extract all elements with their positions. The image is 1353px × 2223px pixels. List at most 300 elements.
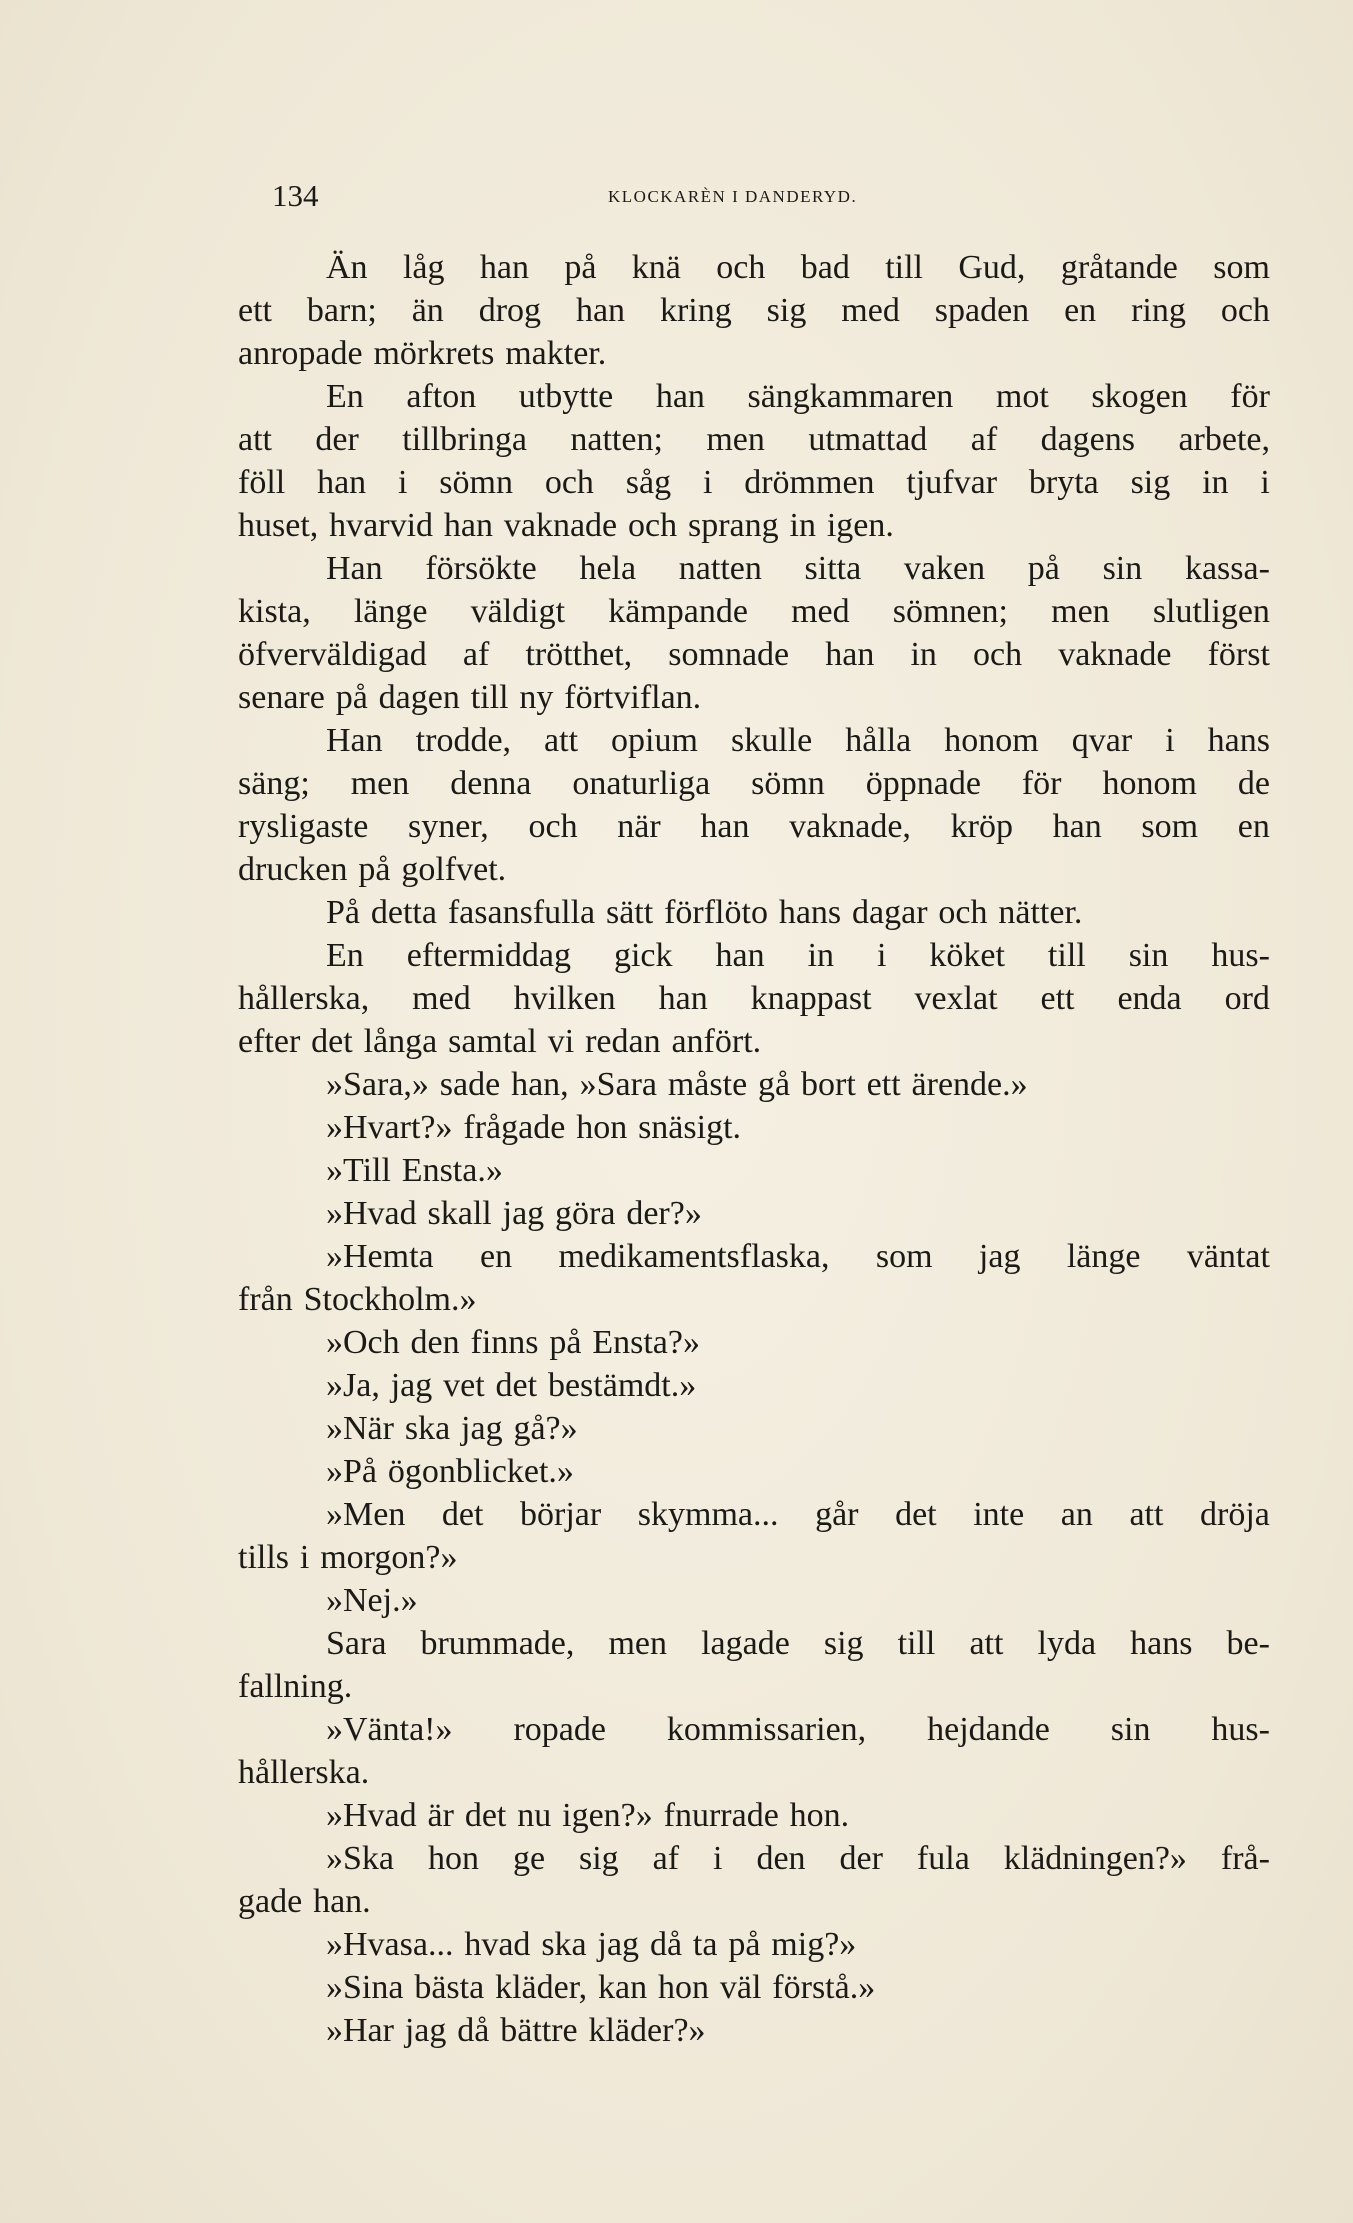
word: när [617, 808, 661, 845]
word: med [412, 980, 471, 1017]
word: natten; [570, 421, 663, 458]
word: gråtande [1060, 249, 1178, 286]
word: jag [978, 1238, 1021, 1275]
text-line [238, 547, 1270, 590]
word: såg [625, 464, 672, 501]
text-line [238, 1751, 1270, 1794]
word: att [238, 421, 272, 458]
word: som [1141, 808, 1199, 845]
word: hon [427, 1840, 479, 1877]
word: bestämdt.» [547, 1367, 697, 1404]
word: frågade [463, 1109, 566, 1146]
word: de [1237, 765, 1270, 802]
word: vet [443, 1367, 485, 1404]
word: inte [973, 1496, 1025, 1533]
word: ord [1224, 980, 1270, 1017]
word: och [544, 464, 594, 501]
word: hvad [464, 1926, 531, 1963]
word: jag [597, 1926, 640, 1963]
word: en [480, 1238, 513, 1275]
word: väldigt [470, 593, 566, 630]
word: Han [326, 550, 383, 587]
word: på [335, 679, 368, 716]
word: der [315, 421, 359, 458]
running-title: KLOCKARÈN I DANDERYD. [608, 187, 858, 206]
word: och [528, 808, 578, 845]
word: men [1051, 593, 1110, 630]
word: opium [611, 722, 698, 759]
text-line [238, 1665, 1270, 1708]
word: och [628, 507, 678, 544]
word: Han [326, 722, 383, 759]
word: skall [427, 1195, 492, 1232]
word: huset, [238, 507, 319, 544]
word: gick [613, 937, 673, 974]
word: bryta [1028, 464, 1099, 501]
word: länge [1066, 1238, 1141, 1275]
word: väl [719, 1969, 762, 2006]
word: ta [692, 1926, 718, 1963]
text-line [238, 1536, 1270, 1579]
word: för [1021, 765, 1062, 802]
word: kläder, [495, 1969, 588, 2006]
text-line [238, 719, 1270, 762]
word: att [1129, 1496, 1164, 1533]
word: bort [801, 1066, 856, 1103]
word: makter. [505, 335, 607, 372]
word: jag [502, 1195, 545, 1232]
word: i [398, 464, 408, 501]
word: af [652, 1840, 680, 1877]
word: länge [353, 593, 428, 630]
text-line [238, 633, 1270, 676]
word: in [789, 507, 816, 544]
word: in [807, 937, 835, 974]
word: sade [439, 1066, 501, 1103]
word: utbytte [518, 378, 614, 415]
word: hvilken [513, 980, 616, 1017]
word: »När [326, 1410, 394, 1447]
word: »Nej.» [326, 1582, 418, 1619]
word: i [1260, 464, 1270, 501]
word: sömnen; [892, 593, 1008, 630]
word: i [702, 464, 713, 501]
text-line [238, 1622, 1270, 1665]
text-line [238, 461, 1270, 504]
word: dagar [852, 894, 928, 931]
text-line [238, 590, 1270, 633]
word: det [464, 1797, 507, 1834]
word: hon [658, 1969, 709, 2006]
word: igen. [826, 507, 894, 544]
word: hus- [1211, 937, 1270, 974]
word: till [1047, 937, 1086, 974]
word: golfvet. [401, 851, 507, 888]
word: han [700, 808, 750, 845]
word: går [815, 1496, 859, 1533]
word: ny [519, 679, 554, 716]
word: drucken [238, 851, 348, 888]
word: kommissarien, [666, 1711, 867, 1748]
word: gå [758, 1066, 791, 1103]
word: sömn [751, 765, 825, 802]
text-line [238, 977, 1270, 1020]
word: Än [326, 249, 368, 286]
word: jag [404, 2012, 447, 2049]
word: den [410, 1324, 460, 1361]
word: först [1207, 636, 1270, 673]
word: knä [631, 249, 681, 286]
word: spaden [934, 292, 1030, 329]
word: den [756, 1840, 806, 1877]
word: brummade, [420, 1625, 575, 1662]
word: snäsigt. [638, 1109, 742, 1146]
text-line [238, 1880, 1270, 1923]
text-line [238, 418, 1270, 461]
word: barn; [306, 292, 377, 329]
word: göra [555, 1195, 616, 1232]
word: då [649, 1926, 683, 1963]
word: ska [404, 1410, 451, 1447]
text-line [238, 891, 1270, 934]
word: somnade [668, 636, 790, 673]
word: än [411, 292, 444, 329]
word: men [706, 421, 765, 458]
word: förstå.» [772, 1969, 876, 2006]
word: och [938, 894, 988, 931]
word: tills [238, 1539, 290, 1576]
word: igen?» [562, 1797, 653, 1834]
word: eftermiddag [406, 937, 572, 974]
word: drog [478, 292, 542, 329]
text-line [238, 848, 1270, 891]
word: hvarvid [329, 507, 434, 544]
word: hus- [1211, 1711, 1270, 1748]
text-line [238, 1235, 1270, 1278]
word: anfört. [671, 1023, 762, 1060]
text-line [238, 246, 1270, 289]
word: med [841, 292, 900, 329]
word: tjufvar [906, 464, 998, 501]
text-line [238, 504, 1270, 547]
text-line [238, 934, 1270, 977]
word: till [470, 679, 509, 716]
word: detta [370, 894, 437, 931]
word: knappast [750, 980, 872, 1017]
word: nätter. [998, 894, 1083, 931]
word: ett [1040, 980, 1075, 1017]
word: föll [238, 464, 286, 501]
word: för [1230, 378, 1270, 415]
word: förtviflan. [564, 679, 702, 716]
word: skymma... [637, 1496, 779, 1533]
word: han [825, 636, 875, 673]
text-line [238, 1149, 1270, 1192]
word: qvar [1071, 722, 1133, 759]
word: han [1052, 808, 1102, 845]
word: nu [517, 1797, 552, 1834]
word: att [969, 1625, 1004, 1662]
word: och [1220, 292, 1270, 329]
word: sitta [804, 550, 862, 587]
word: kröp [950, 808, 1013, 845]
word: ska [541, 1926, 587, 1963]
text-line [238, 1794, 1270, 1837]
word: hans [1130, 1625, 1193, 1662]
word: sin [1128, 937, 1169, 974]
page-number: 134 [272, 178, 319, 213]
word: »Hemta [326, 1238, 434, 1275]
word: på [564, 249, 597, 286]
text-line [238, 1708, 1270, 1751]
word: hon. [789, 1797, 850, 1834]
word: »Sara [579, 1066, 657, 1103]
text-line [238, 1278, 1270, 1321]
word: gade [238, 1883, 303, 1920]
word: »Hvasa... [326, 1926, 454, 1963]
word: till [885, 249, 923, 286]
word: hejdande [927, 1711, 1050, 1748]
word: fnurrade [663, 1797, 779, 1834]
word: Gud, [958, 249, 1026, 286]
word: frå- [1220, 1840, 1270, 1877]
word: morgon?» [320, 1539, 458, 1576]
word: »Ska [326, 1840, 394, 1877]
word: »Har [326, 2012, 394, 2049]
word: till [897, 1625, 936, 1662]
text-line [238, 1020, 1270, 1063]
word: »Sina [326, 1969, 404, 2006]
word: från [238, 1281, 293, 1318]
word: han [715, 937, 765, 974]
word: af [462, 636, 490, 673]
word: rysligaste [238, 808, 369, 845]
word: ropade [513, 1711, 606, 1748]
word: han [479, 249, 529, 286]
word: på [728, 1926, 761, 1963]
word: ärende.» [911, 1066, 1028, 1103]
word: syner, [408, 808, 489, 845]
word: kan [598, 1969, 648, 2006]
word: anropade [238, 335, 363, 372]
text-line [238, 805, 1270, 848]
word: »Och [326, 1324, 400, 1361]
word: natten [678, 550, 762, 587]
word: fasansfulla [447, 894, 596, 931]
text-line [238, 1192, 1270, 1235]
word: kassa- [1184, 550, 1270, 587]
word: drömmen [744, 464, 875, 501]
word: är [427, 1797, 454, 1834]
word: vaknade [503, 507, 618, 544]
text-line [238, 1106, 1270, 1149]
word: »Till [326, 1152, 391, 1189]
word: arbete, [1178, 421, 1270, 458]
word: förflöto [664, 894, 768, 931]
word: köket [929, 937, 1005, 974]
word: han [575, 292, 626, 329]
word: medikamentsflaska, [558, 1238, 830, 1275]
word: På [326, 894, 360, 931]
word: Ensta?» [592, 1324, 700, 1361]
word: börjar [520, 1496, 602, 1533]
word: hela [579, 550, 637, 587]
word: försökte [425, 550, 537, 587]
text-line [238, 1579, 1270, 1622]
word: En [326, 378, 364, 415]
word: kring [659, 292, 732, 329]
word: vaknade [1058, 636, 1172, 673]
text-line [238, 2009, 1270, 2052]
word: enda [1117, 980, 1182, 1017]
word: fallning. [238, 1668, 353, 1705]
word: i [713, 1840, 723, 1877]
word: »Hvad [326, 1797, 417, 1834]
word: en [1064, 292, 1097, 329]
word: En [326, 937, 364, 974]
word: lyda [1037, 1625, 1097, 1662]
word: som [1213, 249, 1270, 286]
word: mot [995, 378, 1049, 415]
word: »Hvart?» [326, 1109, 453, 1146]
word: hålla [845, 722, 912, 759]
word: det [495, 1367, 538, 1404]
word: honom [1102, 765, 1197, 802]
word: Sara [326, 1625, 387, 1662]
word: väntat [1186, 1238, 1270, 1275]
word: trötthet, [525, 636, 633, 673]
word: måste [667, 1066, 748, 1103]
word: låg [402, 249, 445, 286]
word: ett [866, 1066, 901, 1103]
word: gå?» [513, 1410, 578, 1447]
word: han. [313, 1883, 371, 1920]
word: hon [576, 1109, 628, 1146]
word: der [839, 1840, 883, 1877]
word: mig?» [771, 1926, 857, 1963]
word: ge [512, 1840, 546, 1877]
text-line [238, 1407, 1270, 1450]
word: mörkrets [373, 335, 495, 372]
word: senare [238, 679, 325, 716]
word: ett [238, 292, 272, 329]
word: det [441, 1496, 484, 1533]
word: »På [326, 1453, 377, 1490]
text-line [238, 676, 1270, 719]
word: ring [1131, 292, 1186, 329]
word: men [608, 1625, 667, 1662]
word: Stockholm.» [303, 1281, 477, 1318]
word: sig [1130, 464, 1171, 501]
text-line [238, 332, 1270, 375]
word: i [299, 1539, 310, 1576]
word: hans [1207, 722, 1270, 759]
text-line [238, 1321, 1270, 1364]
body-text [238, 246, 1270, 2052]
text-line [238, 375, 1270, 418]
word: Ensta.» [401, 1152, 503, 1189]
word: ögonblicket.» [387, 1453, 574, 1490]
word: han [317, 464, 367, 501]
word: fula [916, 1840, 970, 1877]
text-line [238, 1966, 1270, 2009]
word: in [1202, 464, 1229, 501]
word: skogen [1091, 378, 1188, 415]
word: på [358, 851, 391, 888]
word: vi [547, 1023, 575, 1060]
word: bättre [500, 2012, 578, 2049]
word: det [311, 1023, 353, 1060]
word: kista, [238, 593, 311, 630]
word: i [1165, 722, 1175, 759]
word: en [1237, 808, 1270, 845]
word: hållerska. [238, 1754, 370, 1791]
word: honom [944, 722, 1039, 759]
word: han, [511, 1066, 569, 1103]
word: vexlat [914, 980, 998, 1017]
word: klädningen?» [1003, 1840, 1187, 1877]
word: sätt [605, 894, 654, 931]
word: redan [585, 1023, 661, 1060]
word: sig [823, 1625, 864, 1662]
word: utmattad [808, 421, 928, 458]
word: han [655, 378, 705, 415]
word: vaknade, [789, 808, 911, 845]
word: på [1027, 550, 1060, 587]
word: »Men [326, 1496, 406, 1533]
word: denna [450, 765, 532, 802]
text-line [238, 1364, 1270, 1407]
text-line [238, 1493, 1270, 1536]
word: tillbringa [402, 421, 527, 458]
word: »Ja, [326, 1367, 380, 1404]
text-line [238, 1837, 1270, 1880]
word: på [549, 1324, 582, 1361]
text-line [238, 762, 1270, 805]
word: »Sara,» [326, 1066, 429, 1103]
word: säng; [238, 765, 310, 802]
word: onaturliga [572, 765, 711, 802]
word: jag [390, 1367, 433, 1404]
word: att [544, 722, 579, 759]
word: samtal [448, 1023, 537, 1060]
word: bästa [414, 1969, 485, 2006]
word: bad [800, 249, 850, 286]
word: sömn [439, 464, 513, 501]
text-line [238, 289, 1270, 332]
word: kläder?» [588, 2012, 706, 2049]
word: lagade [701, 1625, 790, 1662]
word: sprang [687, 507, 779, 544]
text-line [238, 1063, 1270, 1106]
text-line [238, 1923, 1270, 1966]
word: afton [406, 378, 477, 415]
word: dagens [1040, 421, 1136, 458]
word: sig [766, 292, 807, 329]
word: sig [579, 1840, 619, 1877]
word: »Vänta!» [326, 1711, 453, 1748]
word: i [876, 937, 887, 974]
word: »Hvad [326, 1195, 417, 1232]
word: och [716, 249, 766, 286]
word: finns [470, 1324, 539, 1361]
word: slutligen [1152, 593, 1270, 630]
word: an [1060, 1496, 1093, 1533]
word: sin [1110, 1711, 1151, 1748]
word: skulle [730, 722, 813, 759]
word: långa [363, 1023, 438, 1060]
word: öppnade [865, 765, 981, 802]
